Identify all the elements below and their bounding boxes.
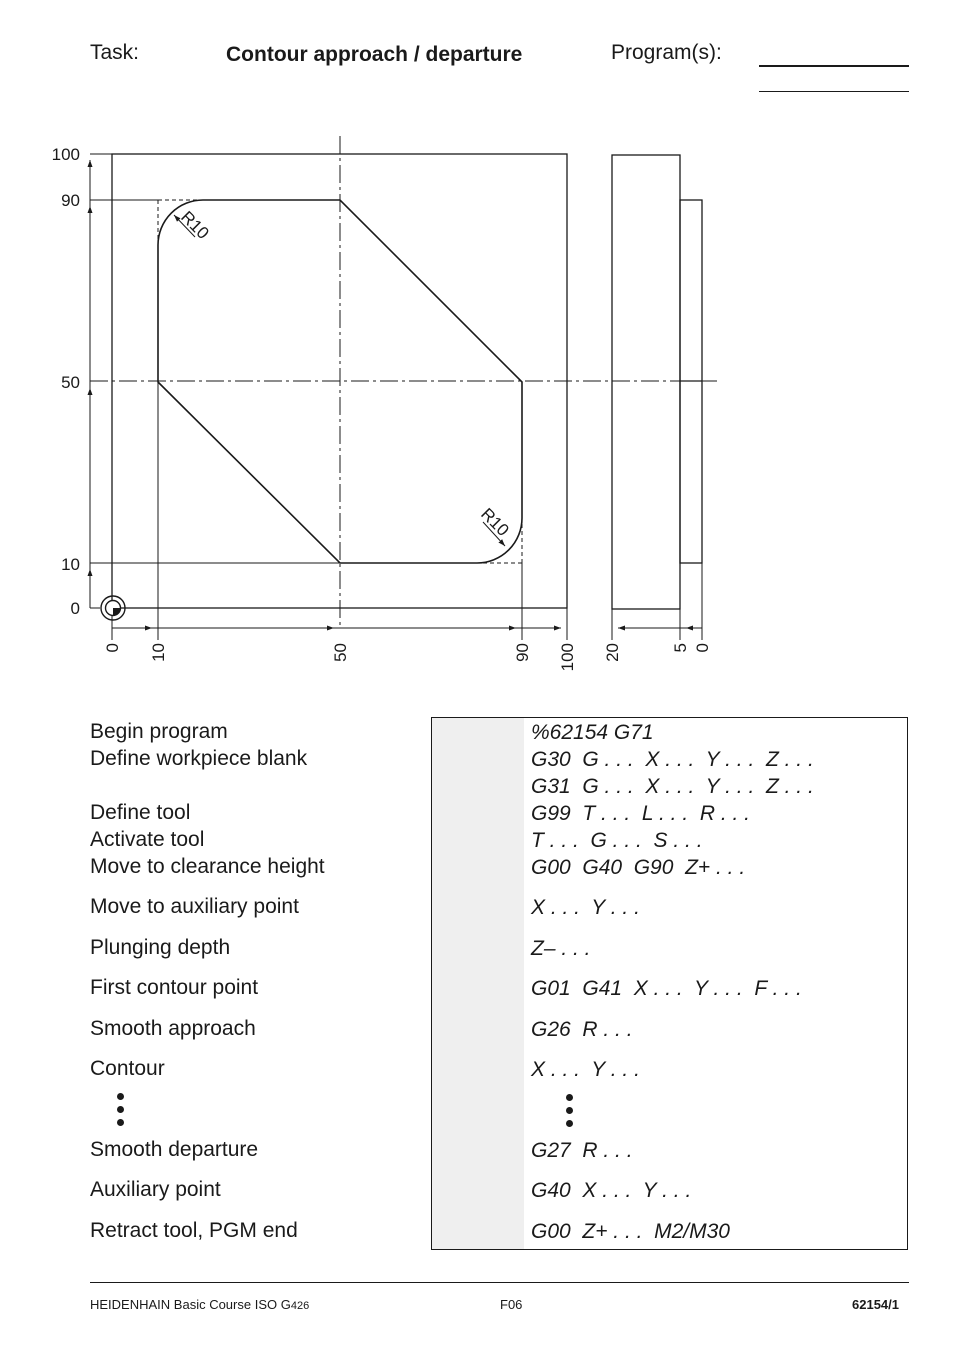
code-line: G40 X . . . Y . . . [531, 1179, 692, 1202]
code-line: G01 G41 X . . . Y . . . F . . . [531, 977, 802, 1000]
continuation-dots [566, 1094, 573, 1133]
step-label: Activate tool [90, 828, 205, 851]
y-tick-0: 0 [70, 599, 80, 618]
footer-rule [90, 1282, 909, 1283]
footer-course-title: HEIDENHAIN Basic Course ISO G [90, 1297, 291, 1312]
footer-course-number: 426 [290, 1300, 310, 1312]
step-label: Auxiliary point [90, 1178, 221, 1201]
radius-label-bottom: R10 [477, 504, 513, 540]
x-tick-90: 90 [513, 643, 532, 662]
programs-label: Program(s): [611, 41, 722, 64]
y-tick-50: 50 [61, 373, 80, 392]
code-line: G31 G . . . X . . . Y . . . Z . . . [531, 775, 814, 798]
step-label: Smooth departure [90, 1138, 259, 1161]
code-line: T . . . G . . . S . . . [531, 829, 703, 852]
step-label: Move to auxiliary point [90, 895, 299, 918]
footer-page-id: 62154/1 [852, 1297, 899, 1312]
code-box [431, 717, 908, 1250]
code-line: G99 T . . . L . . . R . . . [531, 802, 751, 825]
task-title: Contour approach / departure [226, 43, 523, 66]
footer-section: F06 [500, 1297, 523, 1312]
step-label: First contour point [90, 976, 259, 999]
code-line: %62154 G71 [531, 721, 654, 744]
continuation-dots [117, 1093, 124, 1132]
code-line: G00 Z+ . . . M2/M30 [531, 1220, 730, 1243]
code-line: G30 G . . . X . . . Y . . . Z . . . [531, 748, 814, 771]
step-label: Move to clearance height [90, 855, 325, 878]
code-line: X . . . Y . . . [531, 896, 640, 919]
task-label: Task: [90, 41, 140, 64]
x-tick-10: 10 [149, 643, 168, 662]
side-tick-0: 0 [693, 643, 712, 653]
step-label: Retract tool, PGM end [90, 1219, 298, 1242]
code-line: G27 R . . . [531, 1139, 633, 1162]
code-line: X . . . Y . . . [531, 1058, 640, 1081]
side-tick-20: 20 [603, 643, 622, 662]
side-view-blank [612, 155, 680, 609]
x-tick-50: 50 [331, 643, 350, 662]
x-tick-100: 100 [558, 643, 577, 672]
step-label: Define workpiece blank [90, 747, 308, 770]
y-tick-90: 90 [61, 191, 80, 210]
x-tick-0: 0 [103, 643, 122, 653]
y-tick-100: 100 [51, 145, 80, 164]
radius-label-top: R10 [177, 207, 213, 243]
footer-course [90, 1297, 309, 1312]
step-label: Smooth approach [90, 1017, 256, 1040]
code-line: Z– . . . [531, 937, 591, 960]
code-line: G00 G40 G90 Z+ . . . [531, 856, 746, 879]
step-label: Begin program [90, 720, 228, 743]
y-tick-10: 10 [61, 555, 80, 574]
step-label: Define tool [90, 801, 191, 824]
code-line: G26 R . . . [531, 1018, 633, 1041]
side-tick-5: 5 [671, 643, 690, 653]
code-box-margin [432, 718, 524, 1249]
step-label: Contour [90, 1057, 165, 1080]
step-label: Plunging depth [90, 936, 231, 959]
